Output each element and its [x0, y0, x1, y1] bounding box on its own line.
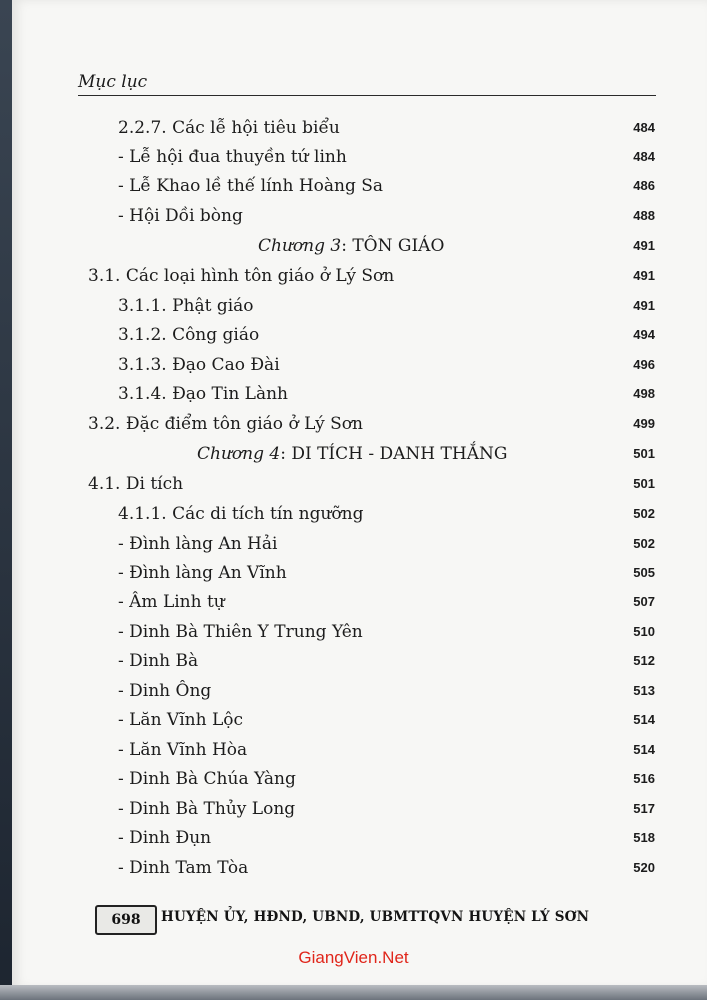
toc-chapter-title	[258, 236, 444, 256]
toc-page-number: 513	[633, 683, 655, 698]
toc-entry-title: - Lễ Khao lề thế lính Hoàng Sa	[118, 176, 384, 196]
toc-chapter-title	[197, 444, 507, 464]
toc-page-number: 516	[633, 771, 655, 786]
toc-page-number: 491	[633, 298, 655, 313]
toc-page-number: 520	[633, 860, 655, 875]
toc-entry-title: - Dinh Bà Thủy Long	[118, 799, 296, 819]
toc-entry-title: 4.1. Di tích	[88, 474, 184, 494]
publisher-line: HUYỆN ỦY, HĐND, UBND, UBMTTQVN HUYỆN LÝ SƠN	[161, 909, 590, 925]
toc-row	[0, 534, 707, 564]
toc-page-number: 499	[633, 416, 655, 431]
toc-page-number: 501	[633, 476, 655, 491]
toc-entry-title: - Âm Linh tự	[118, 592, 225, 612]
toc-row	[0, 414, 707, 444]
toc-page-number: 486	[633, 178, 655, 193]
toc-row	[0, 828, 707, 858]
toc-row	[0, 118, 707, 148]
toc-page-number: 502	[633, 506, 655, 521]
toc-entry-title: - Dinh Bà	[118, 651, 199, 671]
toc-page-number: 501	[633, 446, 655, 461]
toc-page-number: 491	[633, 268, 655, 283]
toc-page-number: 510	[633, 624, 655, 639]
toc-page-number: 514	[633, 712, 655, 727]
toc-row	[0, 325, 707, 355]
toc-row	[0, 474, 707, 504]
toc-entry-title: 2.2.7. Các lễ hội tiêu biểu	[118, 118, 340, 138]
toc-page-number: 505	[633, 565, 655, 580]
toc-row	[0, 384, 707, 414]
toc-entry-title: - Lăn Vĩnh Hòa	[118, 740, 248, 760]
toc-row	[0, 176, 707, 206]
toc-entry-title: 3.1.3. Đạo Cao Đài	[118, 355, 280, 375]
toc-page-number: 496	[633, 357, 655, 372]
toc-row	[0, 206, 707, 236]
toc-page-number: 484	[633, 149, 655, 164]
chapter-name: : TÔN GIÁO	[341, 236, 445, 256]
toc-page-number: 498	[633, 386, 655, 401]
scan-bottom-edge	[0, 985, 707, 1000]
toc-row	[0, 651, 707, 681]
toc-page-number: 512	[633, 653, 655, 668]
toc-entry-title: - Lăn Vĩnh Lộc	[118, 710, 243, 730]
toc-row	[0, 710, 707, 740]
page-footer	[95, 905, 655, 933]
toc-page-number: 518	[633, 830, 655, 845]
toc-row	[0, 296, 707, 326]
toc-entry-title: 3.1.1. Phật giáo	[118, 296, 254, 316]
toc-page-number: 484	[633, 120, 655, 135]
toc-entry-title: - Dinh Bà Thiên Y Trung Yên	[118, 622, 363, 642]
toc-entry-title: - Lễ hội đua thuyền tứ linh	[118, 147, 347, 167]
watermark-text: GiangVien.Net	[298, 948, 409, 967]
toc-row	[0, 681, 707, 711]
toc-entry-title: - Đình làng An Hải	[118, 534, 278, 554]
toc-entry-title: - Dinh Đụn	[118, 828, 212, 848]
page-header-title: Mục lục	[78, 72, 148, 92]
toc-row	[0, 799, 707, 829]
chapter-label: Chương 4	[197, 444, 281, 464]
toc-page-number: 502	[633, 536, 655, 551]
toc-page-number: 491	[633, 238, 655, 253]
toc-page-number: 507	[633, 594, 655, 609]
toc-row	[0, 740, 707, 770]
toc-page-number: 494	[633, 327, 655, 342]
toc-entry-title: - Đình làng An Vĩnh	[118, 563, 287, 583]
toc-row	[0, 858, 707, 888]
toc-entry-title: 3.1. Các loại hình tôn giáo ở Lý Sơn	[88, 266, 395, 286]
toc-row	[0, 236, 707, 266]
toc-page-number: 488	[633, 208, 655, 223]
toc-row	[0, 266, 707, 296]
chapter-name: : DI TÍCH - DANH THẮNG	[280, 444, 508, 464]
toc-page-number: 514	[633, 742, 655, 757]
toc-row	[0, 622, 707, 652]
toc-row	[0, 147, 707, 177]
toc-row	[0, 504, 707, 534]
toc-row	[0, 444, 707, 474]
toc-entry-title: - Dinh Tam Tòa	[118, 858, 249, 878]
toc-row	[0, 563, 707, 593]
toc-page-number: 517	[633, 801, 655, 816]
toc-row	[0, 355, 707, 385]
toc-row	[0, 592, 707, 622]
toc-entry-title: 4.1.1. Các di tích tín ngưỡng	[118, 504, 364, 524]
header-divider	[78, 95, 656, 96]
toc-entry-title: - Dinh Ông	[118, 681, 212, 701]
toc-entry-title: 3.1.2. Công giáo	[118, 325, 260, 345]
toc-entry-title: - Dinh Bà Chúa Yàng	[118, 769, 296, 789]
chapter-label: Chương 3	[258, 236, 342, 256]
toc-entry-title: - Hội Dồi bòng	[118, 206, 243, 226]
toc-entry-title: 3.2. Đặc điểm tôn giáo ở Lý Sơn	[88, 414, 363, 434]
toc-entry-title: 3.1.4. Đạo Tin Lành	[118, 384, 289, 404]
toc-row	[0, 769, 707, 799]
page-number-badge: 698	[95, 905, 157, 935]
